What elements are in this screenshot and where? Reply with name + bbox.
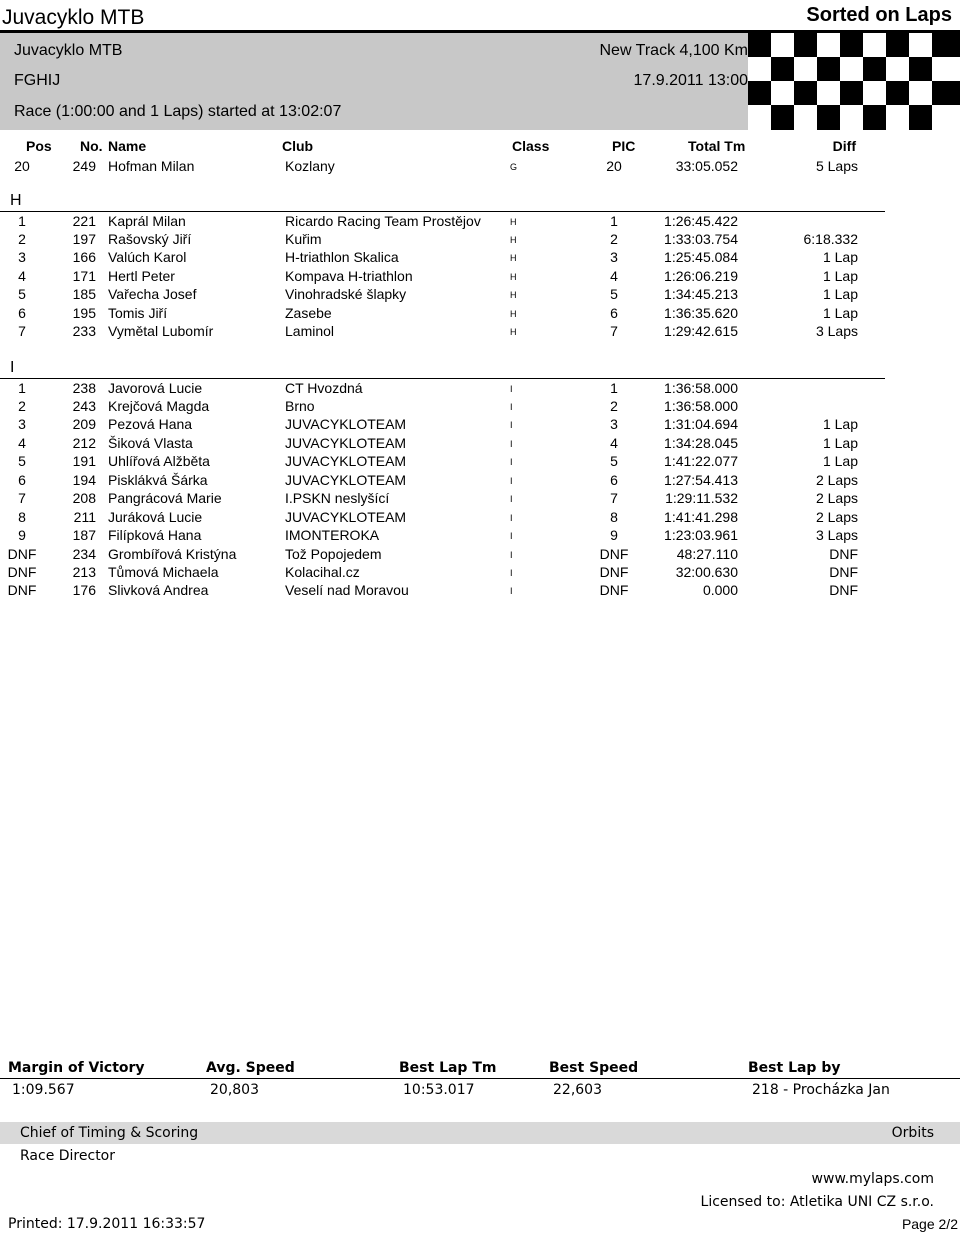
cell-pos: 4 bbox=[18, 434, 26, 451]
app-title: Juvacyklo MTB bbox=[2, 6, 145, 29]
cell-club: Vinohradské šlapky bbox=[285, 286, 407, 303]
cell-pic: 7 bbox=[610, 323, 618, 340]
cell-no: 212 bbox=[72, 434, 96, 451]
cell-pos: DNF bbox=[7, 545, 37, 562]
table-row bbox=[0, 213, 960, 231]
cell-club: Veselí nad Moravou bbox=[285, 582, 409, 599]
cell-class: I bbox=[510, 494, 513, 505]
cell-total: 33:05.052 bbox=[675, 158, 738, 174]
cell-total: 1:34:45.213 bbox=[664, 286, 738, 303]
col-club: Club bbox=[282, 138, 314, 154]
col-diff: Diff bbox=[832, 138, 856, 154]
website-link[interactable]: www.mylaps.com bbox=[811, 1171, 934, 1187]
cell-name: Pisklákvá Šárka bbox=[108, 471, 208, 488]
cell-pic: 3 bbox=[610, 416, 618, 433]
cell-class: I bbox=[510, 549, 513, 560]
cell-name: Grombířová Kristýna bbox=[108, 545, 237, 562]
cell-club: CT Hvozdná bbox=[285, 379, 363, 396]
cell-name: Pangrácová Marie bbox=[108, 490, 222, 507]
table-row bbox=[0, 509, 960, 527]
cell-pic: DNF bbox=[599, 545, 629, 562]
cell-class: I bbox=[510, 438, 513, 449]
cell-class: I bbox=[510, 420, 513, 431]
cell-diff: 1 Lap bbox=[822, 416, 858, 433]
cell-diff: 1 Lap bbox=[822, 286, 858, 303]
cell-class: H bbox=[510, 308, 517, 319]
cell-diff: 1 Lap bbox=[822, 249, 858, 266]
cell-club: H-triathlon Skalica bbox=[285, 249, 399, 266]
cell-pos: 7 bbox=[18, 323, 26, 340]
cell-class: I bbox=[510, 512, 513, 523]
cell-class: I bbox=[510, 586, 513, 597]
cell-total: 1:27:54.413 bbox=[664, 471, 738, 488]
page-number: Page 2/2 bbox=[901, 1216, 958, 1232]
col-no: No. bbox=[80, 138, 103, 154]
cell-no: 194 bbox=[72, 471, 96, 488]
cell-pic: 8 bbox=[610, 508, 618, 525]
cell-name: Hofman Milan bbox=[108, 158, 195, 174]
printed-timestamp: Printed: 17.9.2011 16:33:57 bbox=[8, 1216, 206, 1232]
cell-diff: 1 Lap bbox=[822, 304, 858, 321]
cell-club: I.PSKN neslyšící bbox=[285, 490, 390, 507]
col-name: Name bbox=[108, 138, 147, 154]
cell-pic: 1 bbox=[610, 212, 618, 229]
cell-class: I bbox=[510, 475, 513, 486]
cell-name: Krejčová Magda bbox=[108, 397, 210, 414]
class-group-header bbox=[0, 359, 885, 379]
cell-no: 233 bbox=[72, 323, 96, 340]
cell-class: H bbox=[510, 271, 517, 282]
cell-pic: 4 bbox=[610, 267, 618, 284]
event-name: Juvacyklo MTB bbox=[14, 42, 123, 59]
checkered-flag-icon bbox=[748, 33, 960, 130]
column-headers bbox=[0, 138, 960, 156]
cell-total: 1:41:22.077 bbox=[664, 453, 738, 470]
license-info: Licensed to: Atletika UNI CZ s.r.o. bbox=[700, 1194, 934, 1210]
avg-speed-value: 20,803 bbox=[210, 1082, 259, 1098]
cell-total: 1:36:58.000 bbox=[664, 397, 738, 414]
cell-class: G bbox=[510, 162, 518, 172]
cell-pic: 6 bbox=[610, 471, 618, 488]
cell-name: Uhlířová Alžběta bbox=[108, 453, 210, 470]
cell-no: 238 bbox=[72, 379, 96, 396]
cell-no: 187 bbox=[72, 527, 96, 544]
cell-club: Zasebe bbox=[285, 304, 332, 321]
table-row bbox=[0, 546, 960, 564]
table-row bbox=[0, 158, 960, 176]
cell-club: JUVACYKLOTEAM bbox=[285, 416, 407, 433]
cell-class: H bbox=[510, 290, 517, 301]
margin-value: 1:09.567 bbox=[12, 1082, 75, 1098]
cell-total: 48:27.110 bbox=[676, 545, 738, 562]
cell-no: 191 bbox=[72, 453, 96, 470]
table-row bbox=[0, 380, 960, 398]
col-class: Class bbox=[512, 138, 550, 154]
orbits-label: Orbits bbox=[891, 1125, 934, 1141]
cell-class: I bbox=[510, 457, 513, 468]
cell-club: Ricardo Racing Team Prostějov bbox=[285, 212, 481, 229]
cell-pos: 6 bbox=[18, 304, 26, 321]
cell-no: 195 bbox=[72, 304, 96, 321]
chief-of-timing: Chief of Timing & Scoring bbox=[20, 1125, 199, 1141]
cell-club: IMONTEROKA bbox=[285, 527, 380, 544]
class-group-label: I bbox=[10, 359, 15, 376]
cell-pos: DNF bbox=[7, 564, 37, 580]
cell-pic: 9 bbox=[610, 527, 618, 544]
cell-name: Vymětal Lubomír bbox=[108, 323, 214, 340]
class-group-header bbox=[0, 192, 885, 212]
cell-pos: 3 bbox=[18, 416, 26, 433]
cell-diff: 3 Laps bbox=[815, 323, 858, 340]
cell-pic: 6 bbox=[610, 304, 618, 321]
cell-diff: DNF bbox=[829, 545, 858, 562]
cell-class: I bbox=[510, 401, 513, 412]
best-lap-by-value: 218 - Procházka Jan bbox=[752, 1082, 890, 1098]
cell-no: 185 bbox=[72, 286, 96, 303]
cell-name: Javorová Lucie bbox=[108, 379, 203, 396]
table-row bbox=[0, 286, 960, 304]
cell-name: Hertl Peter bbox=[108, 267, 175, 284]
cell-class: H bbox=[510, 216, 517, 227]
cell-diff: 2 Laps bbox=[815, 490, 858, 507]
cell-no: 176 bbox=[72, 582, 96, 599]
cell-club: Kolacihal.cz bbox=[285, 564, 360, 580]
cell-class: I bbox=[510, 531, 513, 542]
cell-club: Kozlany bbox=[285, 158, 335, 174]
cell-pos: 1 bbox=[18, 379, 26, 396]
cell-no: 208 bbox=[72, 490, 96, 507]
summary-divider bbox=[0, 1078, 960, 1079]
cell-name: Šiková Vlasta bbox=[108, 434, 193, 451]
cell-diff: DNF bbox=[829, 582, 858, 599]
cell-no: 221 bbox=[72, 212, 96, 229]
table-row bbox=[0, 305, 960, 323]
cell-no: 213 bbox=[72, 564, 96, 580]
cell-pic: DNF bbox=[599, 564, 629, 580]
cell-name: Kaprál Milan bbox=[108, 212, 186, 229]
table-row bbox=[0, 416, 960, 434]
cell-diff: 1 Lap bbox=[822, 434, 858, 451]
class-group-label: H bbox=[10, 192, 22, 209]
cell-club: Kuřim bbox=[285, 230, 322, 247]
cell-diff: DNF bbox=[829, 564, 858, 580]
cell-club: Tož Popojedem bbox=[285, 545, 382, 562]
cell-class: H bbox=[510, 234, 517, 245]
col-pic: PIC bbox=[612, 138, 636, 154]
cell-total: 1:41:41.298 bbox=[664, 508, 738, 525]
cell-club: JUVACYKLOTEAM bbox=[285, 471, 407, 488]
cell-club: Laminol bbox=[285, 323, 335, 340]
cell-total: 32:00.630 bbox=[675, 564, 738, 580]
best-lap-value: 10:53.017 bbox=[403, 1082, 475, 1098]
cell-name: Vařecha Josef bbox=[108, 286, 197, 303]
cell-pic: 4 bbox=[610, 434, 618, 451]
cell-total: 1:25:45.084 bbox=[664, 249, 738, 266]
cell-no: 209 bbox=[72, 416, 96, 433]
avg-speed-label: Avg. Speed bbox=[206, 1060, 295, 1076]
cell-pos: 4 bbox=[18, 267, 26, 284]
cell-total: 1:36:35.620 bbox=[664, 304, 738, 321]
best-speed-label: Best Speed bbox=[549, 1060, 639, 1076]
cell-pos: 2 bbox=[18, 397, 26, 414]
cell-total: 1:34:28.045 bbox=[664, 434, 738, 451]
cell-diff: 2 Laps bbox=[815, 508, 858, 525]
cell-diff: 2 Laps bbox=[815, 471, 858, 488]
cell-total: 1:29:42.615 bbox=[664, 323, 738, 340]
cell-diff: 1 Lap bbox=[822, 267, 858, 284]
table-row bbox=[0, 582, 960, 600]
cell-name: Filípková Hana bbox=[108, 527, 202, 544]
cell-pos: 5 bbox=[18, 453, 26, 470]
cell-diff: 5 Laps bbox=[815, 158, 858, 174]
cell-pic: 2 bbox=[610, 397, 618, 414]
cell-name: Juráková Lucie bbox=[108, 508, 203, 525]
track-info: New Track 4,100 Km bbox=[599, 42, 748, 59]
cell-pos: 20 bbox=[14, 158, 30, 174]
cell-pos: 5 bbox=[18, 286, 26, 303]
cell-total: 1:36:58.000 bbox=[664, 379, 738, 396]
cell-diff: 3 Laps bbox=[815, 527, 858, 544]
table-row bbox=[0, 268, 960, 286]
cell-diff: 1 Lap bbox=[822, 453, 858, 470]
race-director: Race Director bbox=[20, 1148, 115, 1164]
cell-pos: 6 bbox=[18, 471, 26, 488]
cell-pos: DNF bbox=[7, 582, 37, 599]
cell-total: 1:33:03.754 bbox=[664, 230, 738, 247]
footer-bar bbox=[0, 1122, 960, 1144]
cell-no: 171 bbox=[72, 267, 96, 284]
race-datetime: 17.9.2011 13:00 bbox=[633, 72, 748, 89]
table-row bbox=[0, 231, 960, 249]
cell-pos: 2 bbox=[18, 230, 26, 247]
table-row bbox=[0, 527, 960, 545]
table-row bbox=[0, 490, 960, 508]
cell-name: Rašovský Jiří bbox=[108, 230, 192, 247]
cell-no: 234 bbox=[72, 545, 96, 562]
cell-name: Valúch Karol bbox=[108, 249, 187, 266]
table-row bbox=[0, 472, 960, 490]
margin-label: Margin of Victory bbox=[8, 1060, 145, 1076]
cell-pos: 3 bbox=[18, 249, 26, 266]
cell-diff: 6:18.332 bbox=[803, 230, 858, 247]
cell-total: 1:29:11.532 bbox=[665, 490, 738, 507]
cell-club: JUVACYKLOTEAM bbox=[285, 453, 407, 470]
cell-club: JUVACYKLOTEAM bbox=[285, 508, 407, 525]
table-row bbox=[0, 435, 960, 453]
table-row bbox=[0, 323, 960, 341]
cell-class: H bbox=[510, 253, 517, 264]
cell-name: Slivková Andrea bbox=[108, 582, 209, 599]
cell-pos: 8 bbox=[18, 508, 26, 525]
cell-class: H bbox=[510, 327, 517, 338]
cell-total: 0.000 bbox=[702, 582, 738, 599]
best-lap-label: Best Lap Tm bbox=[399, 1060, 497, 1076]
cell-name: Pezová Hana bbox=[108, 416, 193, 433]
table-row bbox=[0, 249, 960, 267]
cell-pos: 1 bbox=[18, 212, 26, 229]
cell-name: Tomis Jiří bbox=[108, 304, 168, 321]
cell-pic: 1 bbox=[610, 379, 618, 396]
cell-pic: 2 bbox=[610, 230, 618, 247]
report-header bbox=[0, 0, 960, 130]
cell-club: JUVACYKLOTEAM bbox=[285, 434, 407, 451]
organizer: FGHIJ bbox=[14, 72, 61, 89]
cell-no: 249 bbox=[72, 158, 96, 174]
cell-pos: 9 bbox=[18, 527, 26, 544]
col-pos: Pos bbox=[26, 138, 52, 154]
cell-pos: 7 bbox=[18, 490, 26, 507]
cell-no: 197 bbox=[72, 230, 96, 247]
col-total: Total Tm bbox=[688, 138, 746, 154]
cell-class: I bbox=[510, 568, 513, 578]
best-speed-value: 22,603 bbox=[553, 1082, 602, 1098]
cell-total: 1:26:45.422 bbox=[664, 212, 738, 229]
sort-label: Sorted on Laps bbox=[806, 4, 952, 26]
cell-pic: 5 bbox=[610, 286, 618, 303]
best-lap-by-label: Best Lap by bbox=[748, 1060, 841, 1076]
cell-total: 1:26:06.219 bbox=[664, 267, 738, 284]
cell-no: 243 bbox=[72, 397, 96, 414]
cell-total: 1:23:03.961 bbox=[664, 527, 738, 544]
table-row bbox=[0, 453, 960, 471]
cell-club: Kompava H-triathlon bbox=[285, 267, 413, 284]
cell-name: Tůmová Michaela bbox=[108, 564, 219, 580]
cell-pic: 20 bbox=[606, 158, 622, 174]
cell-pic: 3 bbox=[610, 249, 618, 266]
cell-class: I bbox=[510, 383, 513, 394]
table-row bbox=[0, 564, 960, 582]
cell-pic: 5 bbox=[610, 453, 618, 470]
cell-no: 166 bbox=[72, 249, 96, 266]
cell-total: 1:31:04.694 bbox=[664, 416, 738, 433]
cell-pic: 7 bbox=[610, 490, 618, 507]
cell-pic: DNF bbox=[599, 582, 629, 599]
cell-no: 211 bbox=[73, 508, 96, 525]
cell-club: Brno bbox=[285, 397, 315, 414]
race-info: Race (1:00:00 and 1 Laps) started at 13:02:07 bbox=[14, 103, 342, 120]
table-row bbox=[0, 398, 960, 416]
